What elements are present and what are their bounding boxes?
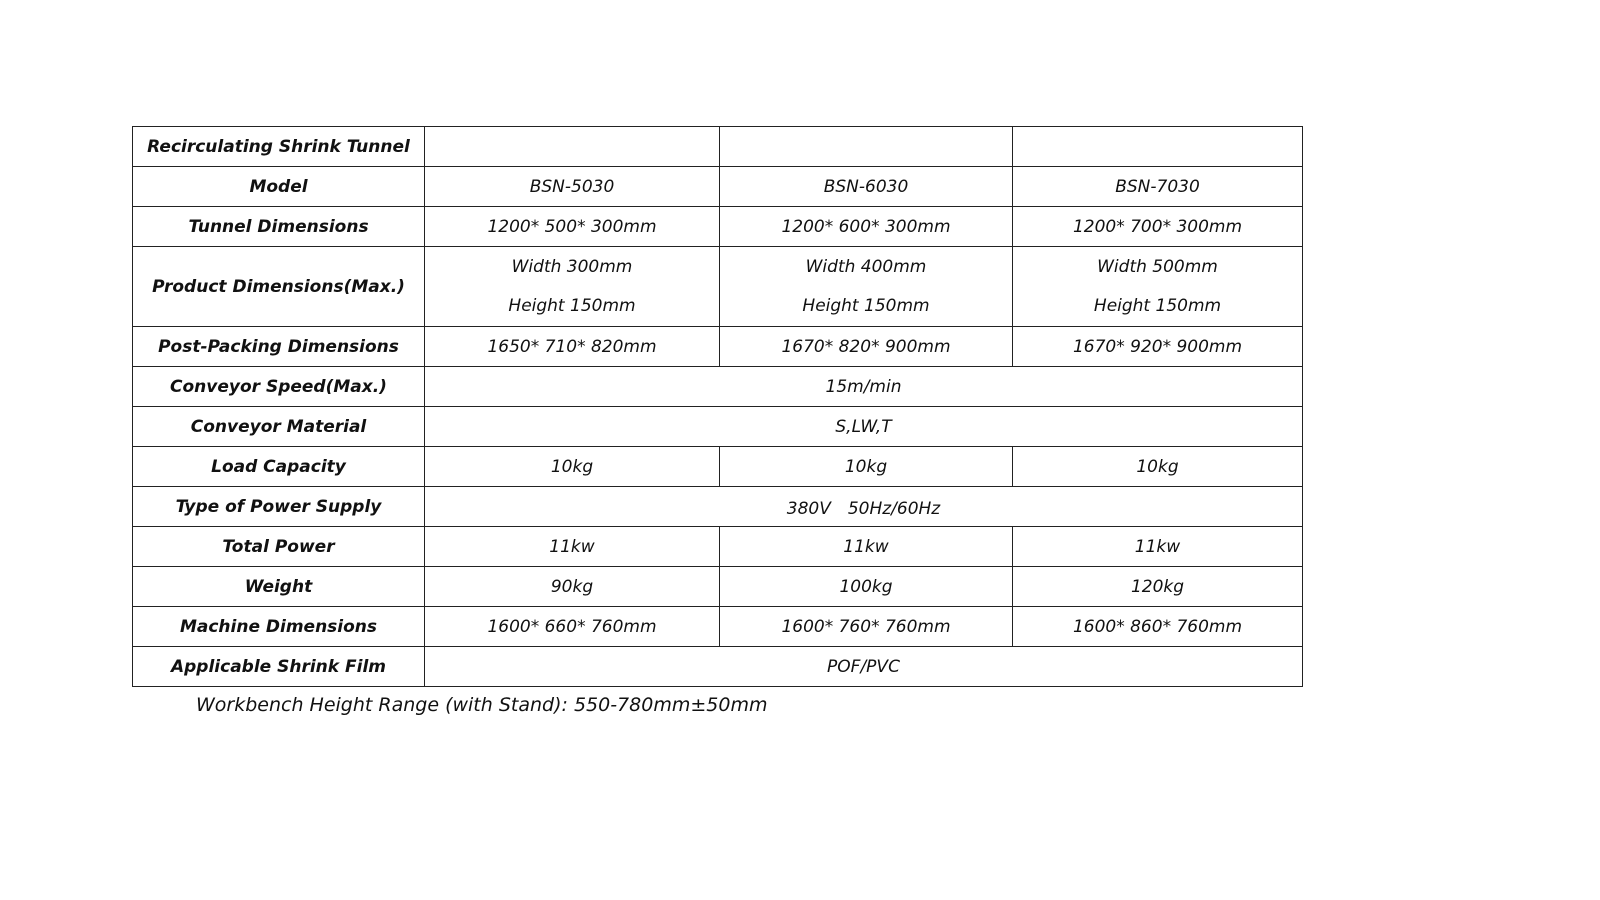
table-cell: 1600* 660* 760mm	[425, 607, 720, 647]
row-label: Tunnel Dimensions	[133, 207, 425, 247]
table-cell: 10kg	[720, 447, 1013, 487]
table-cell: 1200* 700* 300mm	[1013, 207, 1303, 247]
width-value: Width 400mm	[805, 256, 927, 277]
table-cell: 1670* 920* 900mm	[1013, 327, 1303, 367]
spec-table	[132, 126, 1303, 687]
row-label: Post-Packing Dimensions	[133, 327, 425, 367]
table-cell: BSN-7030	[1013, 167, 1303, 207]
table-cell: 1670* 820* 900mm	[720, 327, 1013, 367]
table-cell	[720, 247, 1013, 327]
table-title-cell: Recirculating Shrink Tunnel	[133, 127, 425, 167]
row-label: Model	[133, 167, 425, 207]
merged-cell: POF/PVC	[425, 647, 1303, 687]
table-header-cell	[1013, 127, 1303, 167]
table-header-cell	[425, 127, 720, 167]
row-machine-dimensions	[133, 607, 1303, 647]
row-label: Conveyor Material	[133, 407, 425, 447]
table-cell: BSN-5030	[425, 167, 720, 207]
height-value: Height 150mm	[1093, 295, 1222, 316]
row-label: Type of Power Supply	[133, 487, 425, 527]
table-header-cell	[720, 127, 1013, 167]
table-cell: 10kg	[1013, 447, 1303, 487]
width-value: Width 500mm	[1097, 256, 1218, 277]
table-cell	[1013, 247, 1303, 327]
table-cell: 120kg	[1013, 567, 1303, 607]
merged-cell: S,LW,T	[425, 407, 1303, 447]
row-product-dimensions	[133, 247, 1303, 327]
height-value: Height 150mm	[802, 295, 930, 316]
table-header-row	[133, 127, 1303, 167]
table-cell: BSN-6030	[720, 167, 1013, 207]
row-total-power	[133, 527, 1303, 567]
row-shrink-film	[133, 647, 1303, 687]
row-label: Weight	[133, 567, 425, 607]
footnote: Workbench Height Range (with Stand): 550-780mm±50mm	[196, 694, 768, 716]
row-conveyor-speed	[133, 367, 1303, 407]
row-model	[133, 167, 1303, 207]
table-cell: 1200* 600* 300mm	[720, 207, 1013, 247]
height-value: Height 150mm	[508, 295, 636, 316]
row-load-capacity	[133, 447, 1303, 487]
table-cell: 10kg	[425, 447, 720, 487]
row-tunnel-dimensions	[133, 207, 1303, 247]
table-cell: 1600* 860* 760mm	[1013, 607, 1303, 647]
row-label: Machine Dimensions	[133, 607, 425, 647]
row-label: Total Power	[133, 527, 425, 567]
row-label: Conveyor Speed(Max.)	[133, 367, 425, 407]
row-conveyor-material	[133, 407, 1303, 447]
row-post-packing-dimensions	[133, 327, 1303, 367]
table-cell: 1600* 760* 760mm	[720, 607, 1013, 647]
row-label: Product Dimensions(Max.)	[133, 247, 425, 327]
table-cell: 11kw	[1013, 527, 1303, 567]
table-cell: 90kg	[425, 567, 720, 607]
table-cell: 1200* 500* 300mm	[425, 207, 720, 247]
table-cell: 11kw	[425, 527, 720, 567]
row-power-supply	[133, 487, 1303, 527]
table-cell: 100kg	[720, 567, 1013, 607]
width-value: Width 300mm	[511, 256, 633, 277]
row-label: Applicable Shrink Film	[133, 647, 425, 687]
merged-cell: 380V 50Hz/60Hz	[425, 487, 1303, 527]
row-weight	[133, 567, 1303, 607]
table-cell: 11kw	[720, 527, 1013, 567]
merged-cell: 15m/min	[425, 367, 1303, 407]
table-cell	[425, 247, 720, 327]
row-label: Load Capacity	[133, 447, 425, 487]
table-cell: 1650* 710* 820mm	[425, 327, 720, 367]
